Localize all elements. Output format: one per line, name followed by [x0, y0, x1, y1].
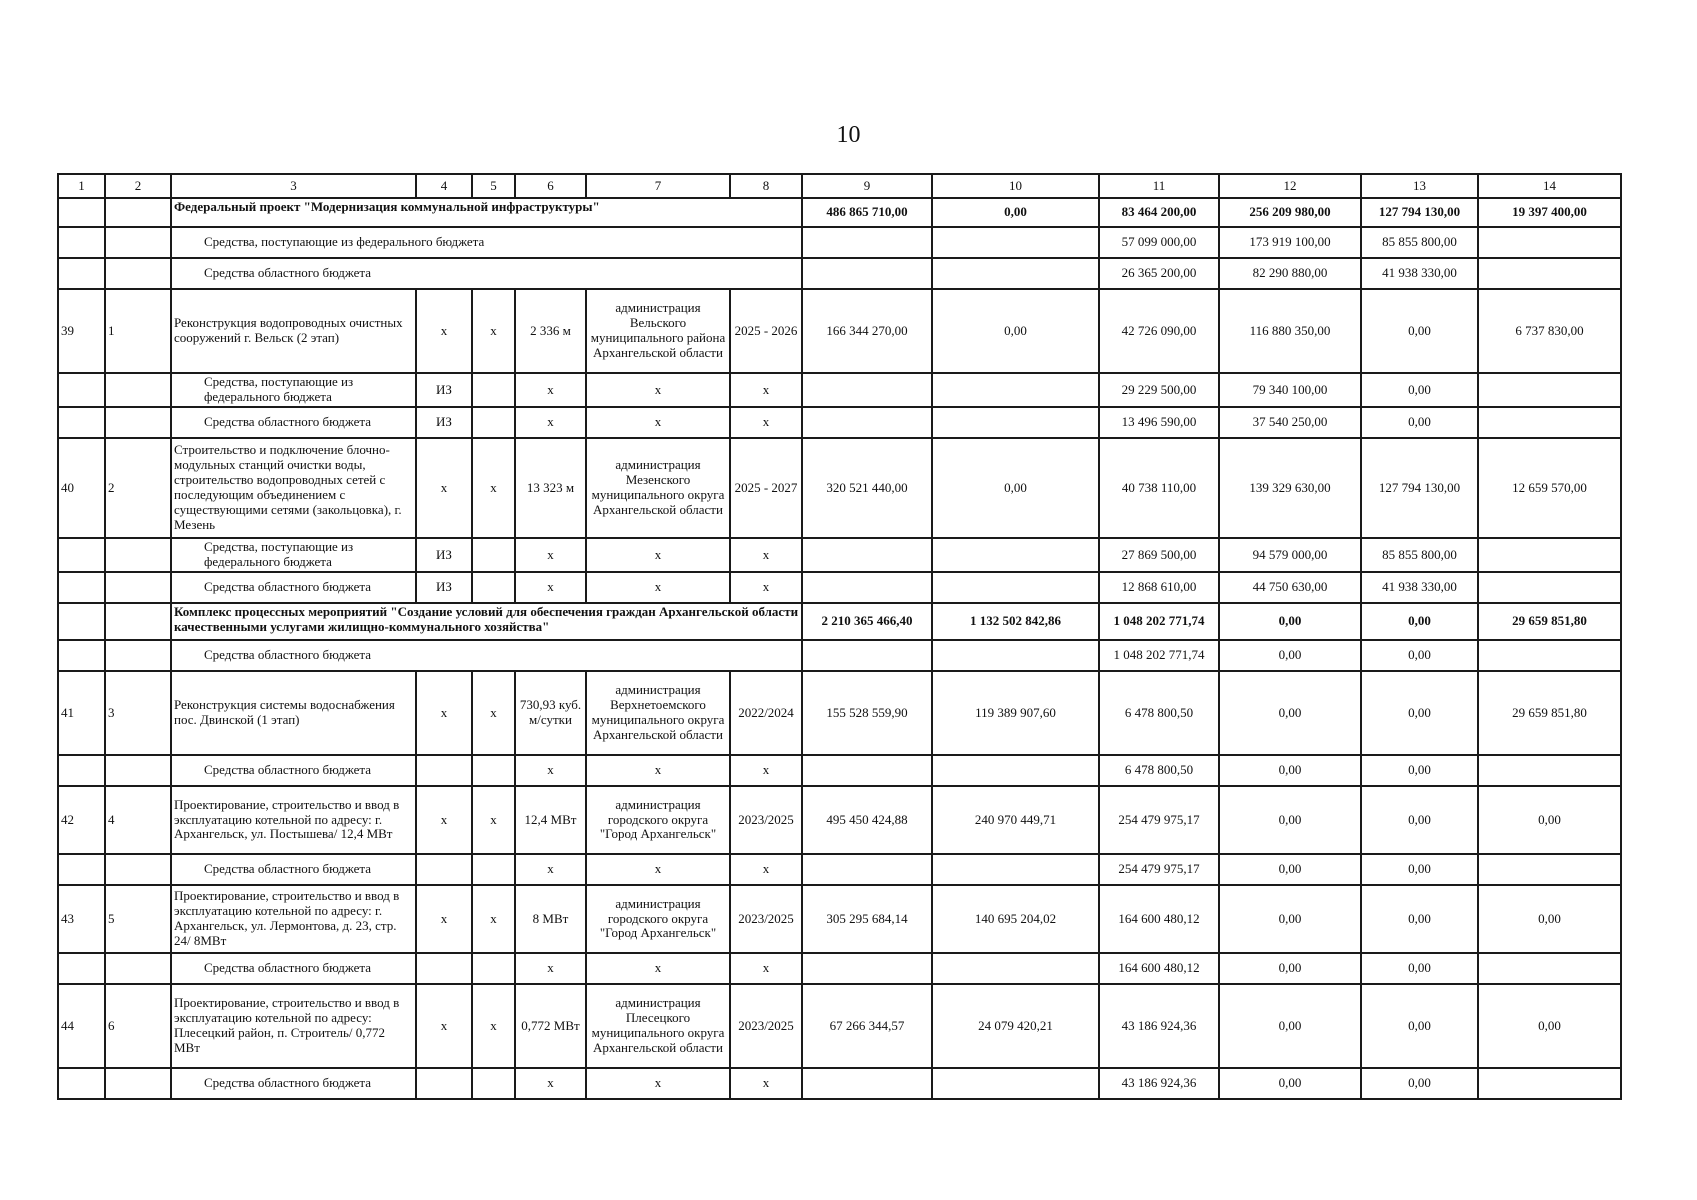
capacity-cell: 730,93 куб. м/сутки	[515, 671, 586, 755]
empty-cell	[58, 640, 105, 671]
capacity-cell: 12,4 МВт	[515, 786, 586, 854]
empty-cell	[802, 258, 932, 289]
amount-cell: 0,00	[1219, 603, 1361, 640]
empty-cell	[802, 572, 932, 603]
amount-cell: 29 229 500,00	[1099, 373, 1219, 407]
amount-cell: 57 099 000,00	[1099, 227, 1219, 258]
row-number: 44	[58, 984, 105, 1068]
funding-label: Средства, поступающие из федерального бюджета	[171, 227, 802, 258]
period-cell: 2023/2025	[730, 984, 802, 1068]
sub-row	[58, 538, 1621, 572]
responsible-cell: администрация городского округа "Город Архангельск"	[586, 786, 730, 854]
empty-cell	[1478, 640, 1621, 671]
empty-cell	[58, 227, 105, 258]
amount-cell: 139 329 630,00	[1219, 438, 1361, 538]
empty-cell	[932, 572, 1099, 603]
amount-cell: 1 048 202 771,74	[1099, 640, 1219, 671]
amount-cell: 164 600 480,12	[1099, 885, 1219, 953]
item-number: 5	[105, 885, 171, 953]
amount-cell: 173 919 100,00	[1219, 227, 1361, 258]
responsible-cell: администрация Вельского муниципального района Архангельской области	[586, 289, 730, 373]
amount-cell: 0,00	[1361, 984, 1478, 1068]
amount-cell: 0,00	[932, 438, 1099, 538]
item-row	[58, 885, 1621, 953]
amount-cell: 44 750 630,00	[1219, 572, 1361, 603]
column-header: 10	[932, 174, 1099, 198]
marker-cell: ИЗ	[416, 538, 472, 572]
empty-cell	[105, 603, 171, 640]
amount-cell: 0,00	[1219, 1068, 1361, 1099]
row-number: 42	[58, 786, 105, 854]
amount-cell: 0,00	[1361, 885, 1478, 953]
project-name: Проектирование, строительство и ввод в эксплуатацию котельной по адресу: г. Архангельск, ул. Постышева/ 12,4 МВт	[171, 786, 416, 854]
marker-cell: х	[472, 289, 515, 373]
amount-cell: 0,00	[1219, 640, 1361, 671]
marker-cell: х	[515, 572, 586, 603]
empty-cell	[802, 854, 932, 885]
section-title: Комплекс процессных мероприятий "Создание условий для обеспечения граждан Архангельской области качественными услугами жилищно-коммунального хозяйства"	[171, 603, 802, 640]
marker-cell: х	[472, 671, 515, 755]
marker-cell: х	[472, 786, 515, 854]
period-cell: 2022/2024	[730, 671, 802, 755]
amount-cell: 155 528 559,90	[802, 671, 932, 755]
amount-cell: 29 659 851,80	[1478, 671, 1621, 755]
amount-cell: 24 079 420,21	[932, 984, 1099, 1068]
amount-cell: 1 048 202 771,74	[1099, 603, 1219, 640]
item-row	[58, 786, 1621, 854]
marker-cell: ИЗ	[416, 572, 472, 603]
sub-row	[58, 854, 1621, 885]
empty-cell	[58, 258, 105, 289]
empty-cell	[802, 755, 932, 786]
marker-cell: х	[515, 953, 586, 984]
empty-cell	[58, 603, 105, 640]
marker-cell: х	[730, 854, 802, 885]
column-header: 6	[515, 174, 586, 198]
empty-cell	[105, 373, 171, 407]
amount-cell: 256 209 980,00	[1219, 198, 1361, 227]
empty-cell	[1478, 538, 1621, 572]
amount-cell: 0,00	[1361, 1068, 1478, 1099]
amount-cell: 83 464 200,00	[1099, 198, 1219, 227]
period-cell: 2025 - 2027	[730, 438, 802, 538]
amount-cell: 119 389 907,60	[932, 671, 1099, 755]
marker-cell: х	[416, 289, 472, 373]
empty-cell	[58, 1068, 105, 1099]
amount-cell: 0,00	[1361, 640, 1478, 671]
empty-cell	[932, 953, 1099, 984]
empty-cell	[472, 407, 515, 438]
amount-cell: 0,00	[1219, 953, 1361, 984]
empty-cell	[802, 227, 932, 258]
amount-cell: 486 865 710,00	[802, 198, 932, 227]
amount-cell: 240 970 449,71	[932, 786, 1099, 854]
empty-cell	[932, 258, 1099, 289]
empty-cell	[472, 373, 515, 407]
item-row	[58, 984, 1621, 1068]
empty-cell	[105, 407, 171, 438]
amount-cell: 127 794 130,00	[1361, 438, 1478, 538]
amount-cell: 40 738 110,00	[1099, 438, 1219, 538]
empty-cell	[1478, 227, 1621, 258]
empty-cell	[1478, 755, 1621, 786]
empty-cell	[105, 1068, 171, 1099]
empty-cell	[932, 1068, 1099, 1099]
empty-cell	[802, 373, 932, 407]
marker-cell: х	[515, 373, 586, 407]
amount-cell: 0,00	[1361, 786, 1478, 854]
section-row	[58, 198, 1621, 227]
marker-cell	[416, 755, 472, 786]
amount-cell: 254 479 975,17	[1099, 786, 1219, 854]
empty-cell	[932, 538, 1099, 572]
period-cell: 2023/2025	[730, 786, 802, 854]
amount-cell: 0,00	[1219, 984, 1361, 1068]
column-header: 12	[1219, 174, 1361, 198]
amount-cell: 116 880 350,00	[1219, 289, 1361, 373]
marker-cell: х	[586, 572, 730, 603]
marker-cell: х	[472, 438, 515, 538]
project-name: Реконструкция водопроводных очистных сооружений г. Вельск (2 этап)	[171, 289, 416, 373]
amount-cell: 29 659 851,80	[1478, 603, 1621, 640]
amount-cell: 85 855 800,00	[1361, 227, 1478, 258]
column-header: 7	[586, 174, 730, 198]
header-row	[58, 174, 1621, 198]
empty-cell	[105, 755, 171, 786]
section-row	[58, 603, 1621, 640]
marker-cell: х	[515, 407, 586, 438]
responsible-cell: администрация Плесецкого муниципального округа Архангельской области	[586, 984, 730, 1068]
amount-cell: 0,00	[1361, 373, 1478, 407]
empty-cell	[932, 854, 1099, 885]
marker-cell: х	[515, 755, 586, 786]
item-number: 6	[105, 984, 171, 1068]
marker-cell: х	[416, 438, 472, 538]
funding-label: Средства, поступающие из федерального бюджета	[171, 373, 416, 407]
empty-cell	[802, 407, 932, 438]
item-row	[58, 289, 1621, 373]
amount-cell: 82 290 880,00	[1219, 258, 1361, 289]
empty-cell	[472, 953, 515, 984]
amount-cell: 140 695 204,02	[932, 885, 1099, 953]
empty-cell	[1478, 1068, 1621, 1099]
empty-cell	[105, 953, 171, 984]
column-header: 2	[105, 174, 171, 198]
amount-cell: 79 340 100,00	[1219, 373, 1361, 407]
amount-cell: 27 869 500,00	[1099, 538, 1219, 572]
empty-cell	[58, 538, 105, 572]
amount-cell: 0,00	[1219, 854, 1361, 885]
amount-cell: 2 210 365 466,40	[802, 603, 932, 640]
marker-cell: х	[730, 538, 802, 572]
amount-cell: 0,00	[1219, 786, 1361, 854]
funding-row	[58, 227, 1621, 258]
empty-cell	[105, 227, 171, 258]
amount-cell: 13 496 590,00	[1099, 407, 1219, 438]
amount-cell: 0,00	[1219, 885, 1361, 953]
amount-cell: 0,00	[1361, 671, 1478, 755]
amount-cell: 0,00	[932, 198, 1099, 227]
amount-cell: 164 600 480,12	[1099, 953, 1219, 984]
amount-cell: 0,00	[1361, 953, 1478, 984]
amount-cell: 43 186 924,36	[1099, 1068, 1219, 1099]
responsible-cell: администрация городского округа "Город Архангельск"	[586, 885, 730, 953]
amount-cell: 1 132 502 842,86	[932, 603, 1099, 640]
marker-cell: х	[586, 1068, 730, 1099]
sub-row	[58, 373, 1621, 407]
marker-cell: х	[416, 885, 472, 953]
marker-cell: х	[586, 407, 730, 438]
empty-cell	[802, 640, 932, 671]
amount-cell: 0,00	[1219, 755, 1361, 786]
empty-cell	[932, 755, 1099, 786]
marker-cell: х	[586, 538, 730, 572]
marker-cell: х	[472, 984, 515, 1068]
marker-cell: х	[515, 1068, 586, 1099]
empty-cell	[932, 373, 1099, 407]
empty-cell	[58, 755, 105, 786]
marker-cell	[416, 953, 472, 984]
marker-cell: х	[730, 407, 802, 438]
marker-cell: х	[416, 786, 472, 854]
marker-cell: ИЗ	[416, 373, 472, 407]
empty-cell	[932, 227, 1099, 258]
marker-cell: х	[730, 572, 802, 603]
column-header: 14	[1478, 174, 1621, 198]
empty-cell	[58, 373, 105, 407]
item-number: 3	[105, 671, 171, 755]
marker-cell: х	[515, 538, 586, 572]
capacity-cell: 13 323 м	[515, 438, 586, 538]
amount-cell: 6 478 800,50	[1099, 755, 1219, 786]
empty-cell	[472, 854, 515, 885]
column-header: 5	[472, 174, 515, 198]
amount-cell: 42 726 090,00	[1099, 289, 1219, 373]
funding-label: Средства, поступающие из федерального бюджета	[171, 538, 416, 572]
amount-cell: 0,00	[1361, 603, 1478, 640]
amount-cell: 0,00	[1478, 786, 1621, 854]
page-number: 10	[836, 122, 861, 148]
amount-cell: 0,00	[1361, 755, 1478, 786]
empty-cell	[802, 953, 932, 984]
empty-cell	[105, 572, 171, 603]
amount-cell: 254 479 975,17	[1099, 854, 1219, 885]
empty-cell	[58, 854, 105, 885]
column-header: 13	[1361, 174, 1478, 198]
empty-cell	[58, 407, 105, 438]
marker-cell: х	[416, 671, 472, 755]
empty-cell	[802, 1068, 932, 1099]
responsible-cell: администрация Верхнетоемского муниципального округа Архангельской области	[586, 671, 730, 755]
row-number: 39	[58, 289, 105, 373]
amount-cell: 0,00	[1361, 854, 1478, 885]
amount-cell: 12 659 570,00	[1478, 438, 1621, 538]
amount-cell: 0,00	[1219, 671, 1361, 755]
marker-cell	[416, 1068, 472, 1099]
marker-cell: х	[730, 755, 802, 786]
capacity-cell: 0,772 МВт	[515, 984, 586, 1068]
amount-cell: 41 938 330,00	[1361, 258, 1478, 289]
amount-cell: 37 540 250,00	[1219, 407, 1361, 438]
marker-cell: х	[586, 373, 730, 407]
empty-cell	[58, 572, 105, 603]
sub-row	[58, 755, 1621, 786]
capacity-cell: 2 336 м	[515, 289, 586, 373]
capacity-cell: 8 МВт	[515, 885, 586, 953]
amount-cell: 127 794 130,00	[1361, 198, 1478, 227]
item-row	[58, 438, 1621, 538]
amount-cell: 320 521 440,00	[802, 438, 932, 538]
empty-cell	[472, 755, 515, 786]
project-name: Строительство и подключение блочно-модульных станций очистки воды, строительство водопроводных сетей с последующим объединением с существующими сетями (закольцовка), г. Мезень	[171, 438, 416, 538]
item-row	[58, 671, 1621, 755]
funding-row	[58, 258, 1621, 289]
project-name: Проектирование, строительство и ввод в эксплуатацию котельной по адресу: г. Архангельск, ул. Лермонтова, д. 23, стр. 24/ 8МВт	[171, 885, 416, 953]
empty-cell	[1478, 953, 1621, 984]
column-header: 1	[58, 174, 105, 198]
empty-cell	[932, 407, 1099, 438]
amount-cell: 94 579 000,00	[1219, 538, 1361, 572]
marker-cell	[416, 854, 472, 885]
marker-cell: х	[515, 854, 586, 885]
column-header: 9	[802, 174, 932, 198]
row-number: 40	[58, 438, 105, 538]
budget-table	[57, 173, 1622, 1100]
amount-cell: 6 478 800,50	[1099, 671, 1219, 755]
amount-cell: 12 868 610,00	[1099, 572, 1219, 603]
sub-row	[58, 572, 1621, 603]
column-header: 3	[171, 174, 416, 198]
amount-cell: 26 365 200,00	[1099, 258, 1219, 289]
amount-cell: 305 295 684,14	[802, 885, 932, 953]
amount-cell: 0,00	[1361, 407, 1478, 438]
item-number: 2	[105, 438, 171, 538]
period-cell: 2025 - 2026	[730, 289, 802, 373]
project-name: Реконструкция системы водоснабжения пос. Двинской (1 этап)	[171, 671, 416, 755]
marker-cell: х	[586, 953, 730, 984]
project-name: Проектирование, строительство и ввод в эксплуатацию котельной по адресу: Плесецкий район, п. Строитель/ 0,772 МВт	[171, 984, 416, 1068]
column-header: 11	[1099, 174, 1219, 198]
empty-cell	[1478, 258, 1621, 289]
column-header: 8	[730, 174, 802, 198]
row-number: 43	[58, 885, 105, 953]
empty-cell	[1478, 854, 1621, 885]
amount-cell: 0,00	[1361, 289, 1478, 373]
funding-label: Средства областного бюджета	[171, 854, 416, 885]
marker-cell: х	[472, 885, 515, 953]
amount-cell: 0,00	[1478, 984, 1621, 1068]
funding-label: Средства областного бюджета	[171, 407, 416, 438]
empty-cell	[105, 258, 171, 289]
item-number: 1	[105, 289, 171, 373]
marker-cell: х	[586, 854, 730, 885]
marker-cell: ИЗ	[416, 407, 472, 438]
empty-cell	[105, 198, 171, 227]
funding-label: Средства областного бюджета	[171, 755, 416, 786]
amount-cell: 43 186 924,36	[1099, 984, 1219, 1068]
amount-cell: 41 938 330,00	[1361, 572, 1478, 603]
amount-cell: 0,00	[1478, 885, 1621, 953]
funding-label: Средства областного бюджета	[171, 953, 416, 984]
amount-cell: 495 450 424,88	[802, 786, 932, 854]
amount-cell: 19 397 400,00	[1478, 198, 1621, 227]
funding-label: Средства областного бюджета	[171, 1068, 416, 1099]
empty-cell	[105, 538, 171, 572]
empty-cell	[932, 640, 1099, 671]
item-number: 4	[105, 786, 171, 854]
empty-cell	[105, 854, 171, 885]
amount-cell: 0,00	[932, 289, 1099, 373]
column-header: 4	[416, 174, 472, 198]
funding-label: Средства областного бюджета	[171, 640, 802, 671]
sub-row	[58, 953, 1621, 984]
amount-cell: 85 855 800,00	[1361, 538, 1478, 572]
funding-label: Средства областного бюджета	[171, 258, 802, 289]
empty-cell	[58, 953, 105, 984]
sub-row	[58, 407, 1621, 438]
period-cell: 2023/2025	[730, 885, 802, 953]
marker-cell: х	[730, 373, 802, 407]
empty-cell	[472, 538, 515, 572]
empty-cell	[1478, 407, 1621, 438]
amount-cell: 67 266 344,57	[802, 984, 932, 1068]
empty-cell	[472, 572, 515, 603]
responsible-cell: администрация Мезенского муниципального округа Архангельской области	[586, 438, 730, 538]
empty-cell	[802, 538, 932, 572]
marker-cell: х	[586, 755, 730, 786]
amount-cell: 166 344 270,00	[802, 289, 932, 373]
section-title: Федеральный проект "Модернизация коммунальной инфраструктуры"	[171, 198, 802, 227]
funding-label: Средства областного бюджета	[171, 572, 416, 603]
marker-cell: х	[730, 953, 802, 984]
empty-cell	[58, 198, 105, 227]
empty-cell	[1478, 572, 1621, 603]
sub-row	[58, 1068, 1621, 1099]
funding-row	[58, 640, 1621, 671]
marker-cell: х	[416, 984, 472, 1068]
empty-cell	[472, 1068, 515, 1099]
empty-cell	[1478, 373, 1621, 407]
amount-cell: 6 737 830,00	[1478, 289, 1621, 373]
row-number: 41	[58, 671, 105, 755]
marker-cell: х	[730, 1068, 802, 1099]
empty-cell	[105, 640, 171, 671]
